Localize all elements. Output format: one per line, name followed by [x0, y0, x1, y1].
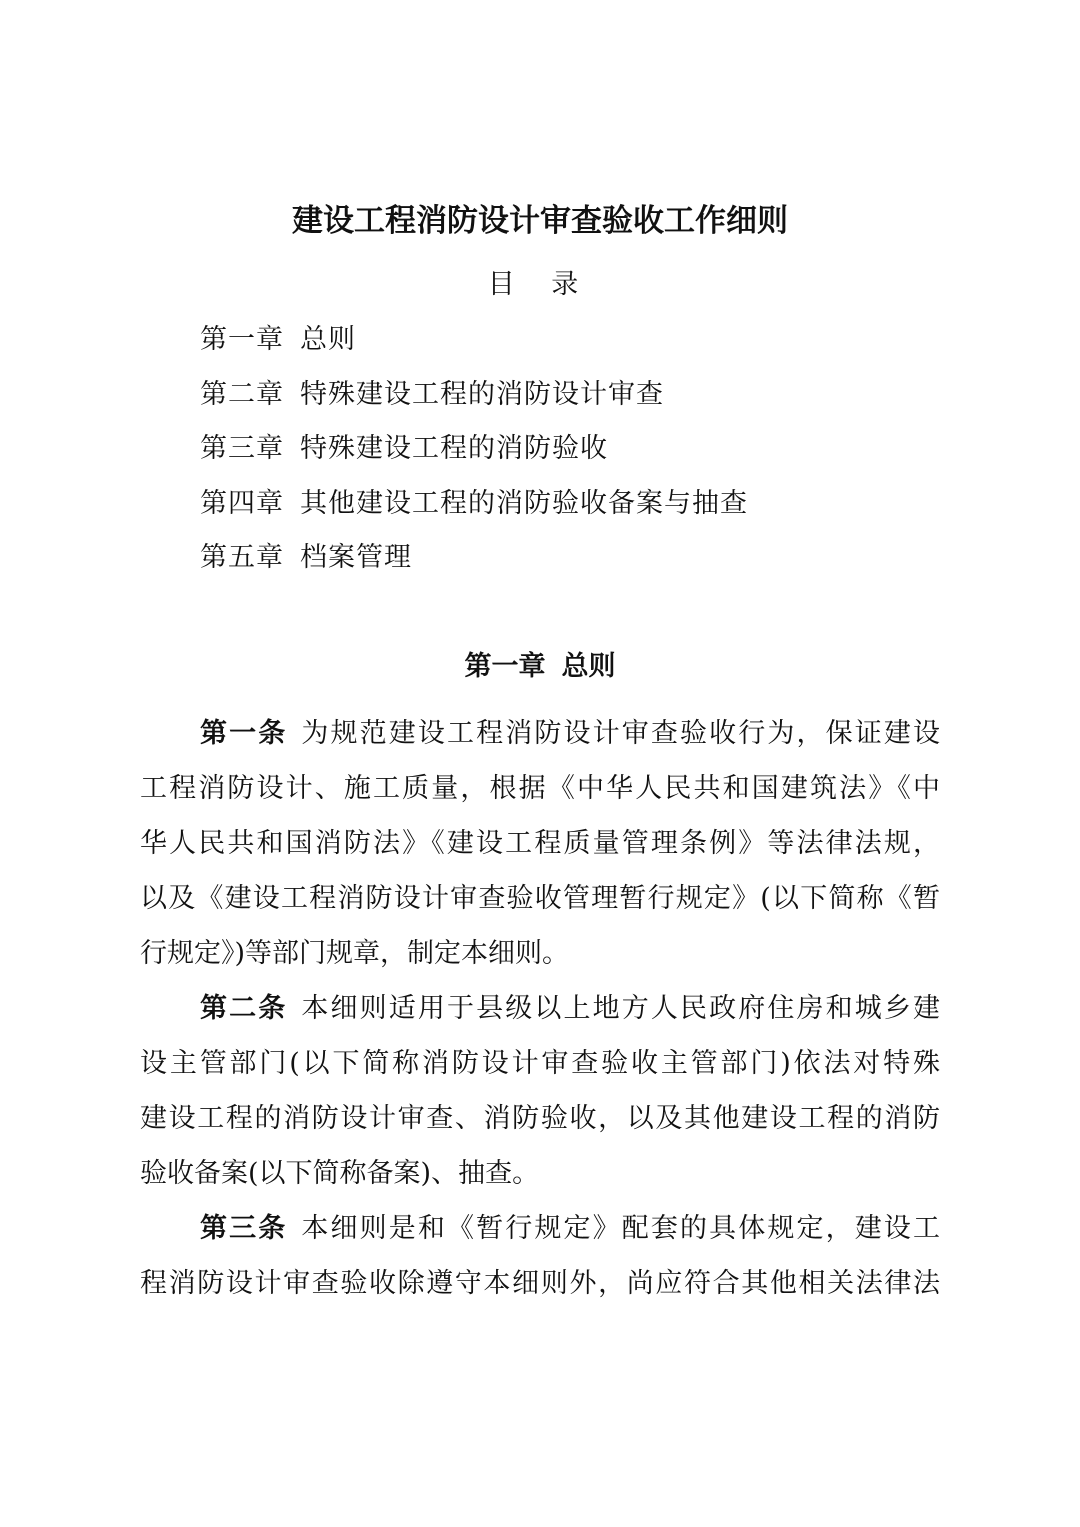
document-title: 建设工程消防设计审查验收工作细则 — [292, 203, 788, 239]
article-2-line-1 — [140, 987, 940, 1042]
toc-chapter-number: 第三章 — [200, 433, 284, 464]
toc-item-chapter-5 — [200, 536, 960, 591]
toc-chapter-title: 特殊建设工程的消防设计审查 — [300, 378, 664, 410]
toc-item-chapter-1 — [200, 318, 960, 373]
toc-item-chapter-2 — [200, 373, 960, 428]
article-1-line-3: 华人民共和国消防法》《建设工程质量管理条例》等法律法规， — [140, 828, 940, 859]
article-text: 为规范建设工程消防设计审查验收行为，保证建设 — [301, 718, 940, 749]
article-number: 第三条 — [200, 1213, 288, 1244]
toc-chapter-number: 第二章 — [200, 378, 284, 410]
article-3-line-2: 程消防设计审查验收除遵守本细则外，尚应符合其他相关法律法 — [140, 1268, 940, 1299]
article-1-line-4: 以及《建设工程消防设计审查验收管理暂行规定》(以下简称《暂 — [140, 883, 940, 914]
toc-item-chapter-4 — [200, 482, 960, 537]
toc-chapter-title: 特殊建设工程的消防验收 — [300, 433, 608, 464]
toc-chapter-title: 档案管理 — [300, 542, 412, 573]
toc-chapter-number: 第一章 — [200, 324, 284, 355]
article-1-line-1 — [140, 712, 940, 767]
article-2-line-2: 设主管部门(以下简称消防设计审查验收主管部门)依法对特殊 — [140, 1048, 940, 1079]
article-1-line-2: 工程消防设计、施工质量，根据《中华人民共和国建筑法》《中 — [140, 773, 940, 804]
article-body — [140, 712, 940, 1317]
chapter-heading-number: 第一章 — [464, 651, 546, 682]
toc-chapter-title: 其他建设工程的消防验收备案与抽查 — [300, 487, 748, 519]
toc-chapter-title: 总则 — [300, 324, 356, 355]
article-1-line-5: 行规定》)等部门规章，制定本细则。 — [140, 938, 570, 969]
chapter-heading — [0, 645, 1080, 689]
toc-item-chapter-3 — [200, 427, 960, 482]
article-number: 第二条 — [200, 993, 288, 1024]
article-number: 第一条 — [200, 718, 288, 749]
toc-chapter-number: 第五章 — [200, 542, 284, 573]
article-3-line-1 — [140, 1207, 940, 1262]
article-2-line-4: 验收备案(以下简称备案)、抽查。 — [140, 1158, 540, 1189]
article-2-line-3: 建设工程的消防设计审查、消防验收，以及其他建设工程的消防 — [140, 1103, 940, 1134]
toc-chapter-number: 第四章 — [200, 487, 284, 519]
table-of-contents — [200, 318, 960, 591]
toc-heading — [0, 263, 1080, 307]
toc-heading-text: 目 录 — [487, 269, 593, 300]
article-text: 本细则是和《暂行规定》配套的具体规定，建设工 — [301, 1213, 940, 1244]
chapter-heading-title: 总则 — [561, 651, 616, 682]
article-text: 本细则适用于县级以上地方人民政府住房和城乡建 — [301, 993, 940, 1024]
